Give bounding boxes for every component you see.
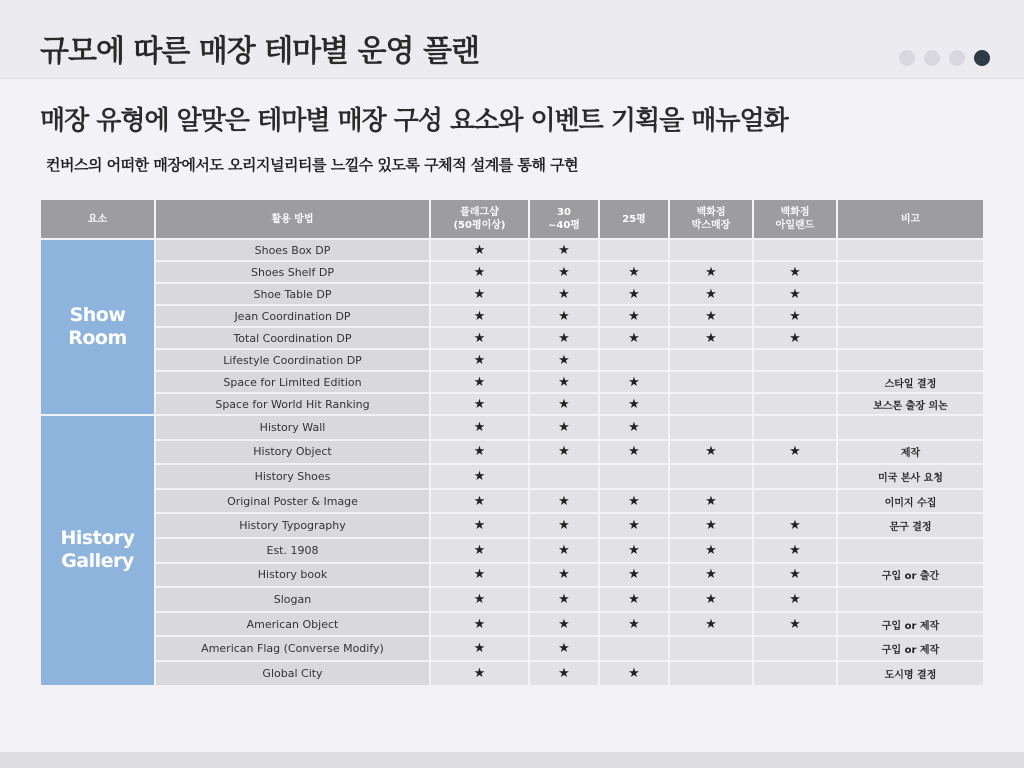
method-cell: Original Poster & Image: [156, 490, 431, 515]
table-row: [41, 416, 983, 441]
star-mark: ★: [431, 306, 530, 328]
star-mark: ★: [754, 328, 838, 350]
star-mark: ★: [431, 613, 530, 638]
page-dot[interactable]: [949, 50, 965, 66]
note-cell: [838, 328, 983, 350]
header-30-40: 30 ~40평: [530, 200, 600, 240]
method-cell: Shoes Box DP: [156, 240, 431, 262]
star-mark: ★: [530, 662, 600, 687]
page-dot[interactable]: [899, 50, 915, 66]
page-title: 규모에 따른 매장 테마별 운영 플랜: [40, 34, 479, 69]
star-mark: ★: [670, 262, 754, 284]
empty-cell: [754, 465, 838, 490]
empty-cell: [670, 662, 754, 687]
star-mark: ★: [754, 613, 838, 638]
star-mark: ★: [670, 514, 754, 539]
star-mark: ★: [754, 514, 838, 539]
star-mark: ★: [754, 441, 838, 466]
empty-cell: [670, 637, 754, 662]
star-mark: ★: [530, 514, 600, 539]
star-mark: ★: [600, 588, 670, 613]
star-mark: ★: [431, 662, 530, 687]
note-cell: 구입 or 제작: [838, 637, 983, 662]
table-row: [41, 372, 983, 394]
empty-cell: [754, 637, 838, 662]
table-row: [41, 564, 983, 589]
empty-cell: [670, 465, 754, 490]
table-row: [41, 465, 983, 490]
star-mark: ★: [530, 416, 600, 441]
note-cell: [838, 539, 983, 564]
star-mark: ★: [530, 262, 600, 284]
star-mark: ★: [600, 416, 670, 441]
empty-cell: [754, 662, 838, 687]
header-element: 요소: [41, 200, 156, 240]
note-cell: [838, 262, 983, 284]
star-mark: ★: [431, 637, 530, 662]
empty-cell: [530, 465, 600, 490]
footer-bar: [0, 752, 1024, 768]
header-flagship: 플래그샵 (50평이상): [431, 200, 530, 240]
empty-cell: [670, 372, 754, 394]
pagination-dots: [899, 50, 990, 66]
empty-cell: [600, 240, 670, 262]
method-cell: Global City: [156, 662, 431, 687]
table-row: [41, 441, 983, 466]
method-cell: Jean Coordination DP: [156, 306, 431, 328]
note-cell: [838, 350, 983, 372]
table-row: [41, 394, 983, 416]
method-cell: Space for Limited Edition: [156, 372, 431, 394]
header-note: 비고: [838, 200, 983, 240]
note-cell: 구입 or 제작: [838, 613, 983, 638]
star-mark: ★: [600, 490, 670, 515]
method-cell: American Object: [156, 613, 431, 638]
table-row: [41, 284, 983, 306]
empty-cell: [600, 465, 670, 490]
method-cell: History Object: [156, 441, 431, 466]
method-cell: History Typography: [156, 514, 431, 539]
star-mark: ★: [431, 416, 530, 441]
star-mark: ★: [431, 328, 530, 350]
star-mark: ★: [754, 564, 838, 589]
star-mark: ★: [530, 441, 600, 466]
store-plan-table: [41, 200, 983, 687]
star-mark: ★: [754, 284, 838, 306]
star-mark: ★: [670, 588, 754, 613]
empty-cell: [754, 490, 838, 515]
table-row: [41, 490, 983, 515]
star-mark: ★: [530, 613, 600, 638]
star-mark: ★: [530, 306, 600, 328]
empty-cell: [754, 394, 838, 416]
star-mark: ★: [530, 394, 600, 416]
note-cell: 보스톤 출장 의논: [838, 394, 983, 416]
star-mark: ★: [431, 588, 530, 613]
empty-cell: [670, 240, 754, 262]
empty-cell: [754, 350, 838, 372]
star-mark: ★: [530, 588, 600, 613]
table-row: [41, 306, 983, 328]
star-mark: ★: [530, 350, 600, 372]
header-dept-box: 백화점 박스매장: [670, 200, 754, 240]
star-mark: ★: [600, 613, 670, 638]
note-cell: [838, 284, 983, 306]
method-cell: Est. 1908: [156, 539, 431, 564]
method-cell: Space for World Hit Ranking: [156, 394, 431, 416]
star-mark: ★: [670, 284, 754, 306]
star-mark: ★: [600, 284, 670, 306]
star-mark: ★: [431, 372, 530, 394]
star-mark: ★: [600, 662, 670, 687]
table-row: [41, 350, 983, 372]
page-dot-active[interactable]: [974, 50, 990, 66]
description: 컨버스의 어떠한 매장에서도 오리지널리티를 느낄수 있도록 구체적 설계를 통해 구현: [46, 156, 579, 174]
empty-cell: [754, 416, 838, 441]
star-mark: ★: [600, 372, 670, 394]
table-row: [41, 514, 983, 539]
method-cell: Shoe Table DP: [156, 284, 431, 306]
star-mark: ★: [600, 564, 670, 589]
star-mark: ★: [431, 564, 530, 589]
star-mark: ★: [530, 564, 600, 589]
table-row: [41, 637, 983, 662]
star-mark: ★: [530, 637, 600, 662]
star-mark: ★: [670, 441, 754, 466]
header-25: 25평: [600, 200, 670, 240]
method-cell: Lifestyle Coordination DP: [156, 350, 431, 372]
method-cell: History Wall: [156, 416, 431, 441]
star-mark: ★: [600, 539, 670, 564]
star-mark: ★: [431, 441, 530, 466]
star-mark: ★: [670, 613, 754, 638]
table-row: [41, 240, 983, 262]
note-cell: [838, 240, 983, 262]
star-mark: ★: [530, 490, 600, 515]
method-cell: History Shoes: [156, 465, 431, 490]
star-mark: ★: [431, 350, 530, 372]
star-mark: ★: [431, 394, 530, 416]
note-cell: [838, 588, 983, 613]
note-cell: 미국 본사 요청: [838, 465, 983, 490]
star-mark: ★: [600, 514, 670, 539]
note-cell: 제작: [838, 441, 983, 466]
star-mark: ★: [431, 284, 530, 306]
table-row: [41, 588, 983, 613]
note-cell: 스타일 결정: [838, 372, 983, 394]
header-dept-island: 백화점 아일랜드: [754, 200, 838, 240]
note-cell: 구입 or 출간: [838, 564, 983, 589]
note-cell: [838, 416, 983, 441]
star-mark: ★: [530, 539, 600, 564]
table-row: [41, 662, 983, 687]
method-cell: Total Coordination DP: [156, 328, 431, 350]
table-header-row: [41, 200, 983, 240]
method-cell: Slogan: [156, 588, 431, 613]
note-cell: 문구 결정: [838, 514, 983, 539]
star-mark: ★: [754, 588, 838, 613]
empty-cell: [600, 637, 670, 662]
empty-cell: [670, 394, 754, 416]
star-mark: ★: [670, 306, 754, 328]
empty-cell: [754, 372, 838, 394]
note-cell: 도시명 결정: [838, 662, 983, 687]
group-label: History Gallery: [41, 416, 156, 687]
star-mark: ★: [600, 262, 670, 284]
star-mark: ★: [600, 441, 670, 466]
star-mark: ★: [431, 539, 530, 564]
star-mark: ★: [431, 514, 530, 539]
page-dot[interactable]: [924, 50, 940, 66]
star-mark: ★: [431, 465, 530, 490]
star-mark: ★: [600, 328, 670, 350]
star-mark: ★: [670, 539, 754, 564]
table-row: [41, 328, 983, 350]
empty-cell: [754, 240, 838, 262]
star-mark: ★: [530, 328, 600, 350]
star-mark: ★: [431, 490, 530, 515]
star-mark: ★: [530, 240, 600, 262]
star-mark: ★: [600, 394, 670, 416]
star-mark: ★: [530, 284, 600, 306]
note-cell: 이미지 수집: [838, 490, 983, 515]
method-cell: History book: [156, 564, 431, 589]
star-mark: ★: [431, 262, 530, 284]
table-row: [41, 262, 983, 284]
table-row: [41, 613, 983, 638]
note-cell: [838, 306, 983, 328]
method-cell: Shoes Shelf DP: [156, 262, 431, 284]
empty-cell: [600, 350, 670, 372]
star-mark: ★: [670, 564, 754, 589]
group-label: Show Room: [41, 240, 156, 416]
star-mark: ★: [431, 240, 530, 262]
star-mark: ★: [754, 262, 838, 284]
star-mark: ★: [754, 306, 838, 328]
table-row: [41, 539, 983, 564]
star-mark: ★: [754, 539, 838, 564]
subtitle: 매장 유형에 알맞은 테마별 매장 구성 요소와 이벤트 기획을 매뉴얼화: [40, 106, 788, 136]
empty-cell: [670, 350, 754, 372]
star-mark: ★: [600, 306, 670, 328]
star-mark: ★: [670, 490, 754, 515]
empty-cell: [670, 416, 754, 441]
star-mark: ★: [530, 372, 600, 394]
header-method: 활용 방법: [156, 200, 431, 240]
method-cell: American Flag (Converse Modify): [156, 637, 431, 662]
star-mark: ★: [670, 328, 754, 350]
